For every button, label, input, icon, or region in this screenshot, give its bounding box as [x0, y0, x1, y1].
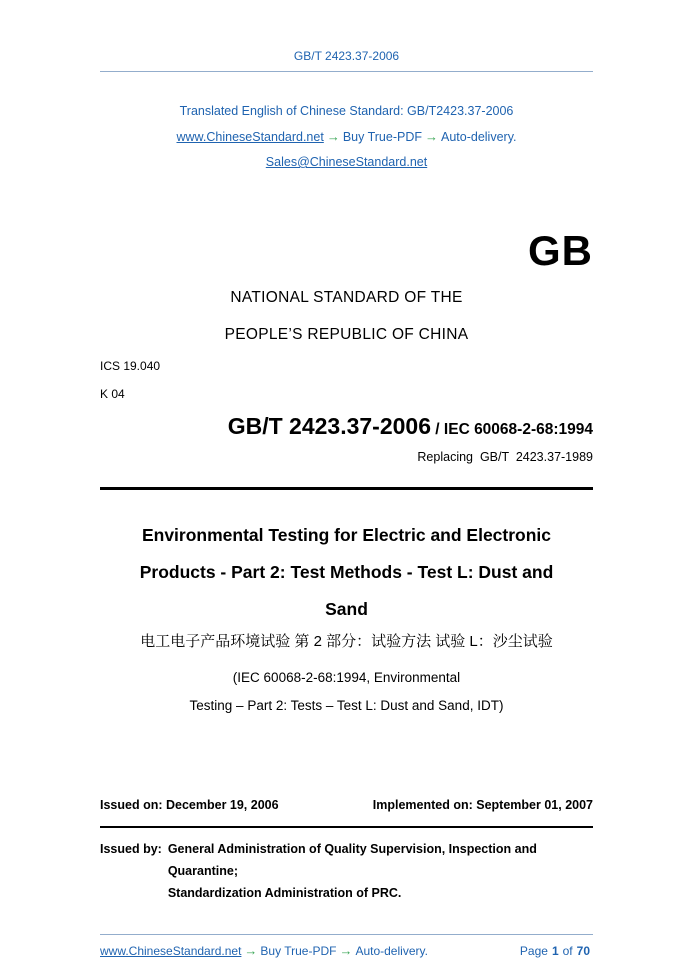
delivery-text: Auto-delivery.: [441, 130, 517, 144]
header-standard-code: GB/T 2423.37-2006: [293, 49, 400, 63]
translated-note: Translated English of Chinese Standard: GB/T2423.37-2006: [179, 104, 514, 118]
page-total: 70: [576, 944, 590, 958]
arrow-icon: →: [326, 129, 340, 144]
footer-site-link[interactable]: www.ChineseStandard.net: [100, 944, 242, 958]
title-english-line1: Environmental Testing for Electric and Electronic: [141, 525, 552, 545]
issuer-names: [168, 838, 537, 904]
ics-code: ICS 19.040: [100, 359, 161, 373]
site-link[interactable]: www.ChineseStandard.net: [176, 130, 324, 144]
email-line: [100, 155, 593, 170]
title-english-line2: Products - Part 2: Test Methods - Test L: Dust and: [139, 562, 554, 582]
standard-number-iec: / IEC 60068-2-68:1994: [431, 421, 593, 438]
arrow-icon: →: [339, 943, 353, 958]
promo-block: [100, 104, 593, 170]
arrow-icon: →: [425, 129, 438, 144]
issuer-block: [100, 838, 593, 904]
classification-code: K 04: [100, 387, 125, 401]
buy-text: Buy True-PDF: [342, 130, 422, 144]
national-standard-line1: NATIONAL STANDARD OF THE: [230, 289, 463, 306]
implemented-date: Implemented on: September 01, 2007: [372, 798, 593, 812]
page-indicator: [519, 944, 593, 958]
footer-delivery-text: Auto-delivery.: [355, 944, 428, 958]
page-footer: [100, 934, 593, 958]
issuer-line1: General Administration of Quality Supervision, Inspection and: [167, 842, 537, 856]
footer-buy-text: Buy True-PDF: [260, 944, 337, 958]
replacing-note: Replacing GB/T 2423.37-1989: [417, 450, 593, 464]
title-english: [100, 517, 593, 628]
idt-line2: Testing – Part 2: Tests – Test L: Dust and Sand, IDT): [189, 698, 504, 713]
page-number: 1: [551, 944, 559, 958]
of-label: of: [562, 944, 573, 958]
footer-promo: [100, 944, 428, 958]
sales-email-link[interactable]: Sales@ChineseStandard.net: [265, 155, 428, 169]
idt-reference: [100, 664, 593, 720]
issuer-line3: Standardization Administration of PRC.: [167, 886, 402, 900]
national-standard-line2: PEOPLE’S REPUBLIC OF CHINA: [224, 326, 469, 343]
title-divider: [100, 487, 593, 490]
title-english-line3: Sand: [325, 599, 368, 619]
standard-number: [100, 413, 593, 443]
idt-line1: (IEC 60068-2-68:1994, Environmental: [232, 670, 461, 685]
dates-row: [100, 798, 593, 813]
gb-logo: GB: [528, 227, 593, 274]
header-divider: [100, 71, 593, 72]
buy-line: [100, 129, 593, 145]
page-label: Page: [519, 944, 548, 958]
issued-date: Issued on: December 19, 2006: [100, 798, 279, 812]
title-chinese: 电工电子产品环境试验 第 2 部分：试验方法 试验 L：沙尘试验: [140, 633, 553, 650]
issuer-line2: Quarantine;: [167, 864, 238, 878]
dates-divider: [100, 826, 593, 828]
standard-number-main: GB/T 2423.37-2006: [227, 413, 431, 439]
arrow-icon: →: [244, 943, 258, 958]
issued-by-label: Issued by:: [100, 842, 162, 856]
